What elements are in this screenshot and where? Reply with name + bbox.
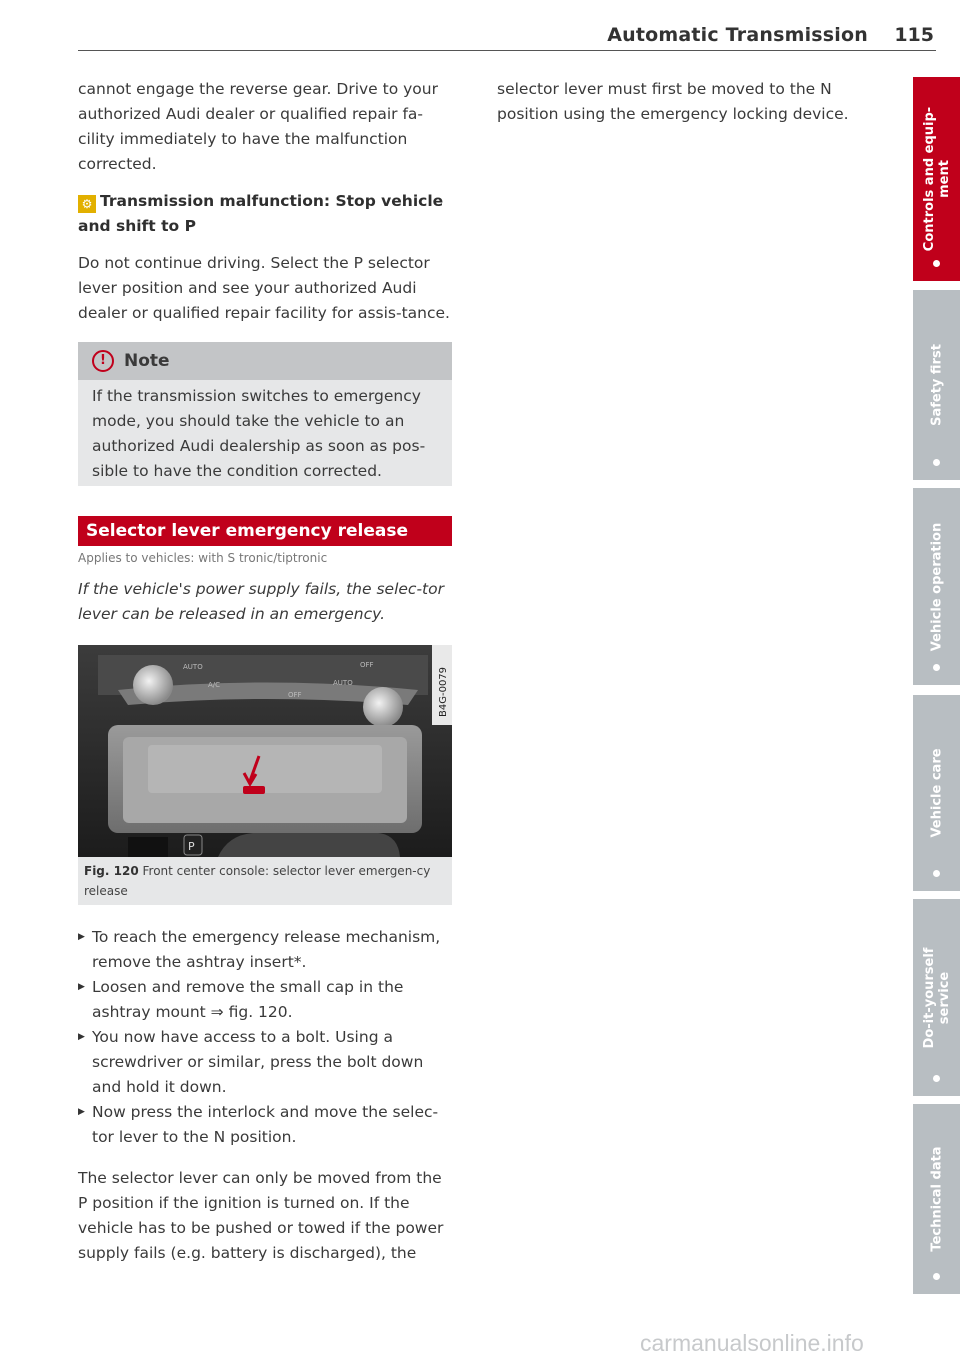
- paragraph-continued: cannot engage the reverse gear. Drive to your authorized Audi dealer or qualified repair fa-cility immediately to have the malfunction corrected.: [78, 80, 438, 173]
- figure-label: Fig. 120: [84, 864, 139, 878]
- left-column: [78, 77, 452, 1266]
- figure-120: [78, 645, 452, 905]
- tab-dot-icon: [933, 870, 940, 877]
- figure-code: B4G-0079: [438, 666, 449, 717]
- emergency-release-cap: [243, 786, 265, 794]
- tab-vehicle-care[interactable]: [913, 695, 960, 891]
- note-box: [78, 342, 452, 486]
- tab-label: Safety first: [929, 344, 944, 426]
- tab-label: Do-it-yourself service: [921, 947, 952, 1048]
- ac-label: A/C: [208, 681, 221, 689]
- auto-label-left: AUTO: [183, 663, 203, 671]
- tab-vehicle-operation[interactable]: [913, 488, 960, 685]
- auto-label-mid: AUTO: [333, 679, 353, 687]
- watermark: carmanualsonline.info: [640, 1330, 864, 1356]
- step-item: ▶ Loosen and remove the small cap in the ashtray mount ⇒ fig. 120.: [78, 975, 452, 1025]
- procedure-steps: [78, 925, 452, 1150]
- step-item: ▶ You now have access to a bolt. Using a screwdriver or similar, press the bolt down and hold it down.: [78, 1025, 452, 1100]
- continued-paragraph: selector lever must first be moved to the N position using the emergency locking device.: [497, 80, 849, 123]
- closing-paragraph: The selector lever can only be moved from the P position if the ignition is turned on. If the vehicle has to be pushed or towed if the power supply fails (e.g. battery is discharged), the: [78, 1169, 444, 1262]
- step-item: ▶ Now press the interlock and move the selec-tor lever to the N position.: [78, 1100, 452, 1150]
- warning-heading: [78, 189, 452, 239]
- right-climate-knob: [363, 687, 403, 727]
- note-body: If the transmission switches to emergency mode, you should take the vehicle to an authorized Audi dealership as soon as pos-sible to have the condition corrected.: [92, 387, 426, 480]
- tab-label: Vehicle care: [929, 748, 944, 838]
- running-header-title: Automatic Transmission: [607, 24, 868, 46]
- tab-label: Technical data: [929, 1146, 944, 1252]
- off-label: OFF: [360, 661, 374, 669]
- exclamation-circle-icon: !: [92, 350, 114, 372]
- console-illustration: [78, 645, 452, 857]
- header-rule: [78, 50, 936, 51]
- tab-label: Controls and equip-ment: [921, 106, 952, 252]
- step-item: ▶ To reach the emergency release mechanism, remove the ashtray insert*.: [78, 925, 452, 975]
- section-intro: If the vehicle's power supply fails, the selec-tor lever can be released in an emergency.: [78, 580, 444, 623]
- tab-dot-icon: [933, 260, 940, 267]
- page-number: 115: [894, 24, 934, 46]
- applies-to: Applies to vehicles: with S tronic/tiptronic: [78, 551, 328, 565]
- left-climate-knob: [133, 665, 173, 705]
- note-title: Note: [124, 351, 170, 371]
- tab-technical-data[interactable]: [913, 1104, 960, 1294]
- tab-dot-icon: [933, 1075, 940, 1082]
- tab-label: Vehicle operation: [929, 522, 944, 651]
- tab-dot-icon: [933, 459, 940, 466]
- p-key-label: P: [188, 840, 195, 853]
- warning-heading-text: Transmission malfunction: Stop vehicle and shift to P: [78, 192, 444, 235]
- transmission-warning-icon: ⚙: [78, 195, 96, 213]
- tab-dot-icon: [933, 664, 940, 671]
- figure-caption: [78, 857, 452, 905]
- right-column: [497, 77, 877, 127]
- note-header: [78, 342, 452, 380]
- tab-dot-icon: [933, 1273, 940, 1280]
- tab-do-it-yourself-service[interactable]: [913, 899, 960, 1096]
- section-heading: Selector lever emergency release: [78, 516, 452, 546]
- warning-paragraph: Do not continue driving. Select the P selector lever position and see your authorized Audi dealer or qualified repair facility for assis-tance.: [78, 254, 450, 322]
- tab-safety-first[interactable]: [913, 290, 960, 480]
- console-photo: [78, 645, 452, 857]
- off-label-mid: OFF: [288, 691, 302, 699]
- figure-caption-text: Front center console: selector lever emergen-cy release: [84, 864, 431, 898]
- tab-controls-and-equipment[interactable]: [913, 77, 960, 281]
